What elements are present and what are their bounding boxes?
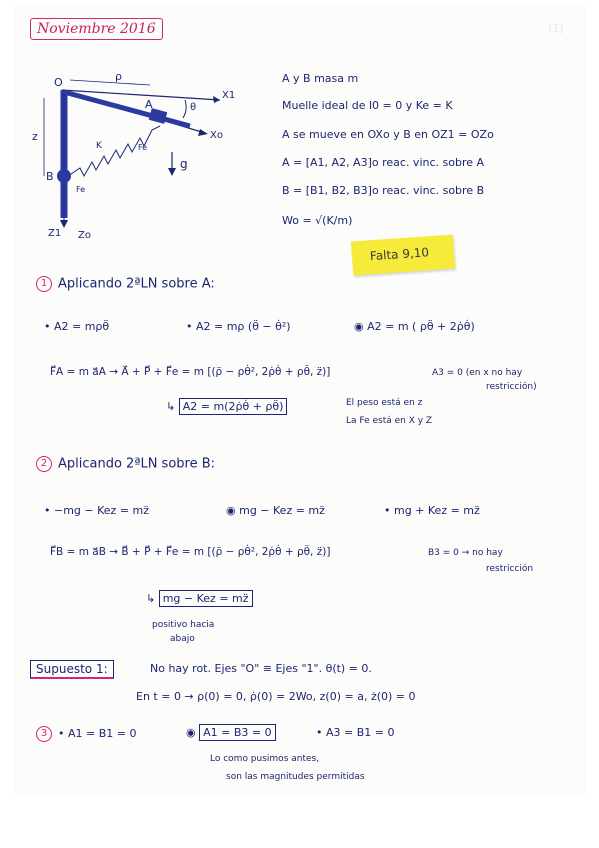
xo-arrow-icon — [198, 129, 208, 136]
gravity-arrow-icon — [168, 168, 176, 176]
section2-result-row — [146, 592, 253, 605]
section2-note3: abajo — [170, 634, 195, 644]
section1-heading-row — [36, 276, 215, 292]
section2-heading: Aplicando 2ªLN sobre B: — [58, 456, 216, 472]
label-z: z — [32, 130, 38, 143]
label-point-b: B — [46, 170, 54, 183]
label-gravity: g — [180, 157, 188, 171]
section1-note1: A3 = 0 (en x no hay — [432, 368, 523, 378]
section2-option-1-row — [226, 504, 325, 517]
label-z1: Z1 — [48, 228, 62, 239]
page-title: Noviembre 2016 — [30, 18, 163, 40]
theta-arc — [183, 100, 186, 118]
x1-arrow-icon — [213, 96, 220, 103]
mechanism-diagram — [20, 68, 250, 243]
section3-option-1: A1 = B3 = 0 — [199, 724, 276, 741]
label-rho: ρ — [115, 70, 122, 83]
section1-option-0: • A2 = mρθ̈ — [44, 320, 110, 333]
section1-result: A2 = m(2ρ̇θ̇ + ρθ̈) — [179, 398, 288, 415]
given-1: Muelle ideal de l0 = 0 y Ke = K — [282, 99, 453, 112]
section2-number: 2 — [36, 456, 52, 472]
section1-option-2-row — [354, 320, 475, 333]
label-point-a: A — [145, 98, 153, 111]
section2-option-0: • −mg − Kez = mz̈ — [44, 504, 150, 517]
section3-note2: son las magnitudes permitidas — [226, 772, 365, 782]
given-5: Wo = √(K/m) — [282, 214, 353, 227]
label-zo: Zo — [78, 230, 91, 241]
section3-option-0: • A1 = B1 = 0 — [58, 727, 137, 740]
given-2: A se mueve en OXo y B en OZ1 = OZo — [282, 128, 494, 141]
label-x1: X1 — [222, 90, 236, 101]
section2-option-1: mg − Kez = mz̈ — [239, 504, 325, 517]
section1-heading: Aplicando 2ªLN sobre A: — [58, 276, 215, 292]
label-spring: K — [96, 141, 102, 151]
page-corner-mark: (1) — [548, 22, 564, 35]
section1-note2: El peso está en z — [346, 398, 423, 408]
label-fe-a: Fe — [138, 143, 148, 152]
section2-option-2: • mg + Kez = mz̈ — [384, 504, 480, 517]
label-xo: Xo — [210, 130, 223, 141]
section3-option-1-row — [186, 726, 276, 739]
section3-note1: Lo como pusimos antes, — [210, 754, 320, 764]
section2-note1: B3 = 0 → no hay — [428, 548, 503, 558]
section2-result: mg − Kez = mz̈ — [159, 590, 253, 607]
section2-note1b: restricción — [486, 564, 534, 574]
section3-row — [36, 726, 136, 742]
given-3: A = [A1, A2, A3]o reac. vinc. sobre A — [282, 156, 485, 169]
section3-option-2: • A3 = B1 = 0 — [316, 726, 395, 739]
result-bracket-icon: ↳ — [166, 400, 176, 413]
label-theta: θ — [190, 102, 197, 113]
section2-equation: F⃗B = m a⃗B → B⃗ + P⃗ + F⃗e = m [(ρ̈ − ρθ̇², 2ρ̇θ̇ + ρθ̈, z̈)] — [50, 546, 331, 558]
section2-note2: positivo hacia — [152, 620, 215, 630]
mass-b — [57, 169, 71, 183]
selected-mark-icon-3: ◉ — [186, 726, 196, 739]
given-4: B = [B1, B2, B3]o reac. vinc. sobre B — [282, 184, 485, 197]
section3-number: 3 — [36, 726, 52, 742]
selected-mark-icon-2: ◉ — [226, 504, 236, 517]
supuesto-label: Supuesto 1: — [30, 660, 114, 679]
selected-mark-icon: ◉ — [354, 320, 364, 333]
section1-option-2: A2 = m ( ρθ̈ + 2ρ̇θ̇) — [367, 320, 475, 333]
z-arrow-icon — [60, 220, 68, 228]
section1-number: 1 — [36, 276, 52, 292]
section1-equation: F⃗A = m a⃗A → A⃗ + P⃗ + F⃗e = m [(ρ̈ − ρθ̇², 2ρ̇θ̇ + ρθ̈, z̈)] — [50, 366, 331, 378]
supuesto-line1: No hay rot. Ejes "O" ≡ Ejes "1". θ(t) = 0. — [150, 662, 372, 675]
label-fe-b: Fe — [76, 185, 86, 194]
label-origin: O — [54, 76, 63, 89]
section1-option-1: • A2 = mρ (θ̈ − θ̇²) — [186, 320, 291, 333]
sticky-note-text: Falta 9,10 — [369, 245, 430, 264]
result-bracket-icon-2: ↳ — [146, 592, 156, 605]
supuesto-line2: En t = 0 → ρ(0) = 0, ρ̇(0) = 2Wo, z(0) = a, ż(0) = 0 — [136, 690, 416, 703]
section1-result-row — [166, 400, 287, 413]
rho-dimension — [70, 80, 150, 85]
section2-heading-row — [36, 456, 215, 472]
section1-note3: La Fe está en X y Z — [346, 416, 433, 426]
given-0: A y B masa m — [282, 72, 359, 85]
section1-note1b: restricción) — [486, 382, 537, 392]
sticky-note — [351, 234, 455, 275]
